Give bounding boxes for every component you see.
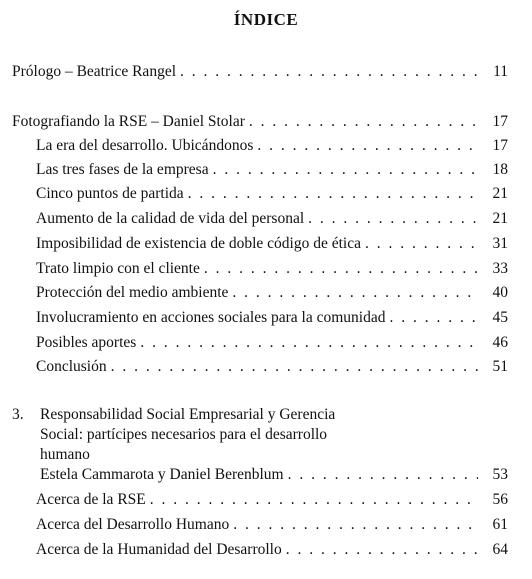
toc-entry-page: 40 — [492, 284, 508, 301]
toc-entry-text: La era del desarrollo. Ubicándonos — [36, 137, 254, 154]
toc-entry-authors — [40, 465, 508, 485]
toc-entry-page: 45 — [492, 309, 508, 326]
toc-entry — [36, 333, 508, 353]
toc-leader-dots — [150, 490, 478, 510]
toc-entry — [36, 136, 508, 156]
toc-leader-dots — [140, 333, 478, 353]
toc-leader-dots — [204, 259, 478, 279]
toc-entry-page: 61 — [492, 516, 508, 533]
toc-leader-dots — [111, 357, 478, 377]
toc-entry-page: 64 — [492, 541, 508, 558]
toc-entry-section-header — [12, 112, 508, 132]
toc-entry-text: Acerca de la RSE — [36, 491, 146, 508]
toc-leader-dots — [232, 283, 478, 303]
toc-entry-page: 11 — [493, 63, 508, 80]
toc-entry — [36, 160, 508, 180]
toc-entry — [36, 357, 508, 377]
toc-entry-text: Trato limpio con el cliente — [36, 260, 200, 277]
toc-entry-page: 53 — [492, 466, 508, 483]
section-title-line: humano — [40, 446, 90, 463]
toc-entry-text: Conclusión — [36, 358, 107, 375]
toc-entry-text: Aumento de la calidad de vida del personal — [36, 210, 305, 227]
toc-leader-dots — [308, 209, 478, 229]
toc-entry-text: Cinco puntos de partida — [36, 185, 184, 202]
toc-entry — [36, 259, 508, 279]
page-title: ÍNDICE — [233, 10, 299, 29]
toc-leader-dots — [365, 234, 478, 254]
toc-entry-page: 51 — [492, 358, 508, 375]
toc-leader-dots — [286, 540, 478, 560]
toc-leader-dots — [213, 160, 478, 180]
toc-entry-text: Las tres fases de la empresa — [36, 161, 209, 178]
toc-entry-text: Protección del medio ambiente — [36, 284, 229, 301]
toc-entry-text: Involucramiento en acciones sociales para la comunidad — [36, 309, 386, 326]
toc-leader-dots — [249, 112, 478, 132]
toc-entry-prologo — [12, 62, 508, 82]
toc-entry — [36, 209, 508, 229]
toc-entry — [36, 490, 508, 510]
toc-entry-page: 31 — [492, 235, 508, 252]
toc-entry-text: Imposibilidad de existencia de doble código de ética — [36, 235, 361, 252]
toc-leader-dots — [288, 465, 478, 485]
toc-entry-page: 17 — [492, 113, 508, 130]
toc-entry-page: 21 — [492, 185, 508, 202]
toc-entry-page: 46 — [492, 334, 508, 351]
toc-entry-text: Acerca de la Humanidad del Desarrollo — [36, 541, 282, 558]
toc-leader-dots — [257, 136, 478, 156]
toc-entry-page: 17 — [492, 137, 508, 154]
toc-leader-dots — [180, 62, 478, 82]
toc-leader-dots — [188, 184, 478, 204]
toc-entry-text: Acerca del Desarrollo Humano — [36, 516, 230, 533]
section-title-line: Social: partícipes necesarios para el desarrollo — [40, 426, 328, 443]
toc-leader-dots — [233, 515, 478, 535]
toc-entry — [36, 540, 508, 560]
toc-entry-text: Fotografiando la RSE – Daniel Stolar — [12, 113, 245, 130]
section-number: 3. — [12, 406, 24, 423]
toc-entry — [36, 234, 508, 254]
toc-entry — [36, 184, 508, 204]
toc-entry — [36, 283, 508, 303]
toc-entry-text: Prólogo – Beatrice Rangel — [12, 63, 176, 80]
toc-entry — [36, 515, 508, 535]
toc-entry-page: 33 — [492, 260, 508, 277]
toc-entry-page: 18 — [492, 161, 508, 178]
toc-entry-text: Estela Cammarota y Daniel Berenblum — [40, 466, 284, 483]
toc-entry-text: Posibles aportes — [36, 334, 137, 351]
toc-entry-page: 21 — [492, 210, 508, 227]
section-title-line: Responsabilidad Social Empresarial y Gerencia — [40, 406, 336, 423]
toc-entry-page: 56 — [492, 491, 508, 508]
toc-entry — [36, 308, 508, 328]
toc-leader-dots — [389, 308, 478, 328]
